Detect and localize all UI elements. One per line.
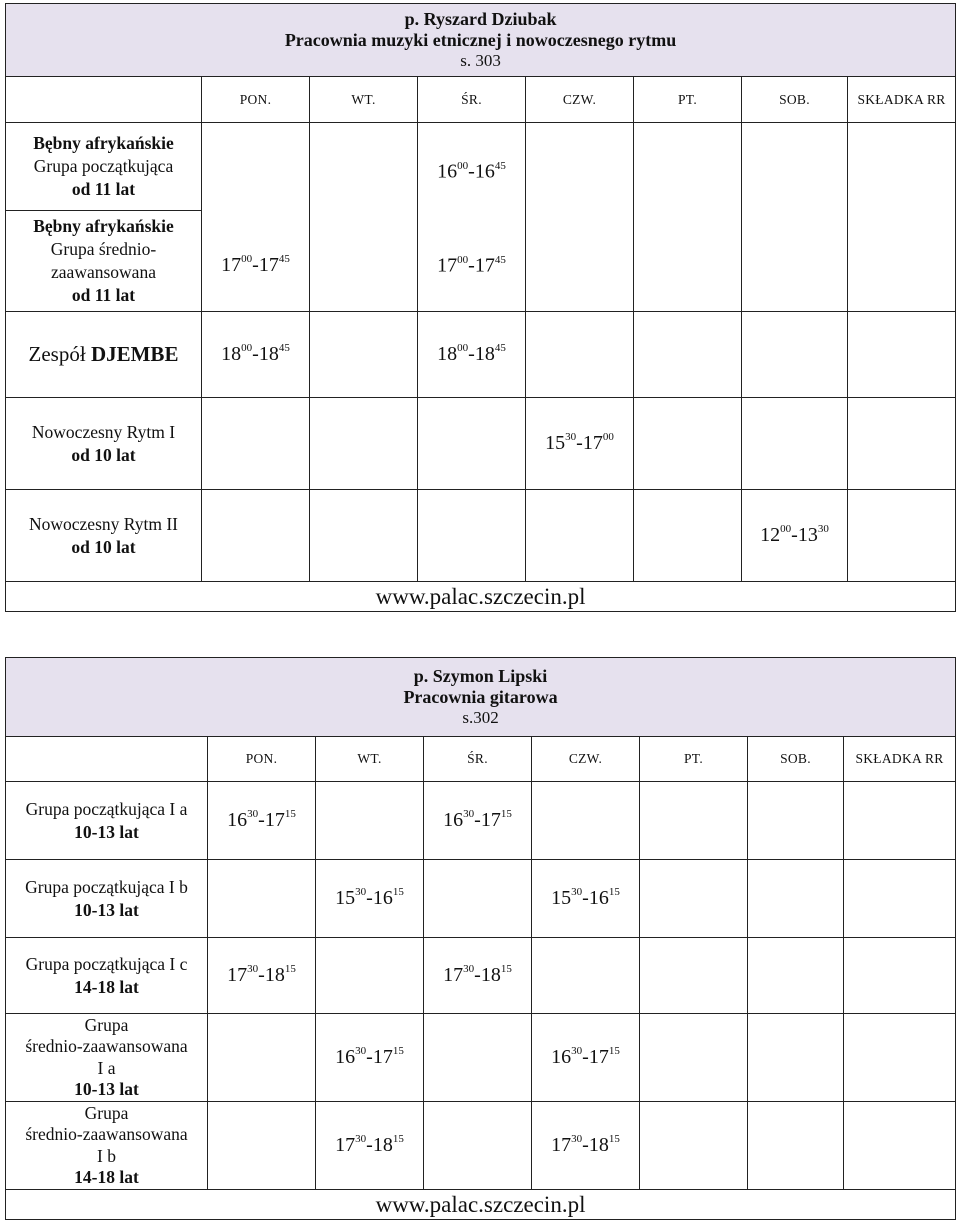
time-slot: $16^{00}-16^{45}$ $17^{00}-17^{45}$ — [418, 123, 526, 312]
room-name: Pracownia muzyki etnicznej i nowoczesnego rytmu — [284, 30, 677, 50]
day-tue: WT. — [310, 77, 418, 123]
time-slot: $17^{00}-17^{45}$ — [202, 123, 310, 312]
table-row — [6, 782, 956, 860]
days-header-row — [6, 737, 956, 782]
day-mon: PON. — [208, 737, 316, 782]
group-label: Grupa początkująca I b 10-13 lat — [6, 860, 208, 938]
time-slot: $16^{30}-17^{15}$ — [424, 782, 532, 860]
group-label: Grupa średnio-zaawansowana I a 10-13 lat — [6, 1014, 208, 1102]
time-slot: $15^{30}-17^{00}$ — [526, 398, 634, 490]
table-row — [6, 1102, 956, 1190]
time-slot: $17^{30}-18^{15}$ — [532, 1102, 640, 1190]
day-sat: SOB. — [742, 77, 848, 123]
table-row — [6, 312, 956, 398]
room-number: s.302 — [462, 708, 499, 727]
time-slot: $17^{30}-18^{15}$ — [424, 938, 532, 1014]
time-slot: $16^{30}-17^{15}$ — [316, 1014, 424, 1102]
group-label: Grupa początkująca I a 10-13 lat — [6, 782, 208, 860]
room-name: Pracownia gitarowa — [403, 687, 558, 707]
schedule-table-dziubak — [5, 3, 956, 612]
time-slot: $18^{00}-18^{45}$ — [418, 312, 526, 398]
room-number: s. 303 — [460, 51, 501, 70]
website-link[interactable]: www.palac.szczecin.pl — [6, 1190, 956, 1220]
day-fee: SKŁADKA RR — [848, 77, 956, 123]
table-row — [6, 860, 956, 938]
day-fri: PT. — [634, 77, 742, 123]
group-label: Nowoczesny Rytm II od 10 lat — [6, 490, 202, 582]
days-header-row — [6, 77, 956, 123]
table-row — [6, 490, 956, 582]
day-wed: ŚR. — [418, 77, 526, 123]
teacher-name: p. Szymon Lipski — [413, 666, 548, 686]
group-label: Grupa początkująca I c 14-18 lat — [6, 938, 208, 1014]
table-row — [6, 1014, 956, 1102]
time-slot: $18^{00}-18^{45}$ — [202, 312, 310, 398]
day-fee: SKŁADKA RR — [844, 737, 956, 782]
time-slot: $15^{30}-16^{15}$ — [532, 860, 640, 938]
table-row — [6, 398, 956, 490]
time-slot: $17^{30}-18^{15}$ — [208, 938, 316, 1014]
day-tue: WT. — [316, 737, 424, 782]
time-slot: $15^{30}-16^{15}$ — [316, 860, 424, 938]
website-link[interactable]: www.palac.szczecin.pl — [6, 582, 956, 612]
day-mon: PON. — [202, 77, 310, 123]
day-thu: CZW. — [526, 77, 634, 123]
time-slot: $12^{00}-13^{30}$ — [742, 490, 848, 582]
time-slot: $17^{30}-18^{15}$ — [316, 1102, 424, 1190]
time-slot: $16^{30}-17^{15}$ — [532, 1014, 640, 1102]
day-wed: ŚR. — [424, 737, 532, 782]
group-label: Bębny afrykańskie Grupa średnio- zaawansowana od 11 lat — [6, 211, 202, 312]
group-label: Zespół DJEMBE — [6, 312, 202, 398]
schedule-table-lipski — [5, 657, 956, 1220]
group-label: Bębny afrykańskie Grupa początkująca od 11 lat — [6, 123, 202, 211]
day-fri: PT. — [640, 737, 748, 782]
day-thu: CZW. — [532, 737, 640, 782]
group-label: Grupa średnio-zaawansowana I b 14-18 lat — [6, 1102, 208, 1190]
section-header — [6, 658, 956, 737]
time-slot: $16^{30}-17^{15}$ — [208, 782, 316, 860]
table-row — [6, 123, 956, 211]
table-row — [6, 938, 956, 1014]
day-sat: SOB. — [748, 737, 844, 782]
section-header — [6, 4, 956, 77]
group-label: Nowoczesny Rytm I od 10 lat — [6, 398, 202, 490]
teacher-name: p. Ryszard Dziubak — [404, 9, 557, 29]
